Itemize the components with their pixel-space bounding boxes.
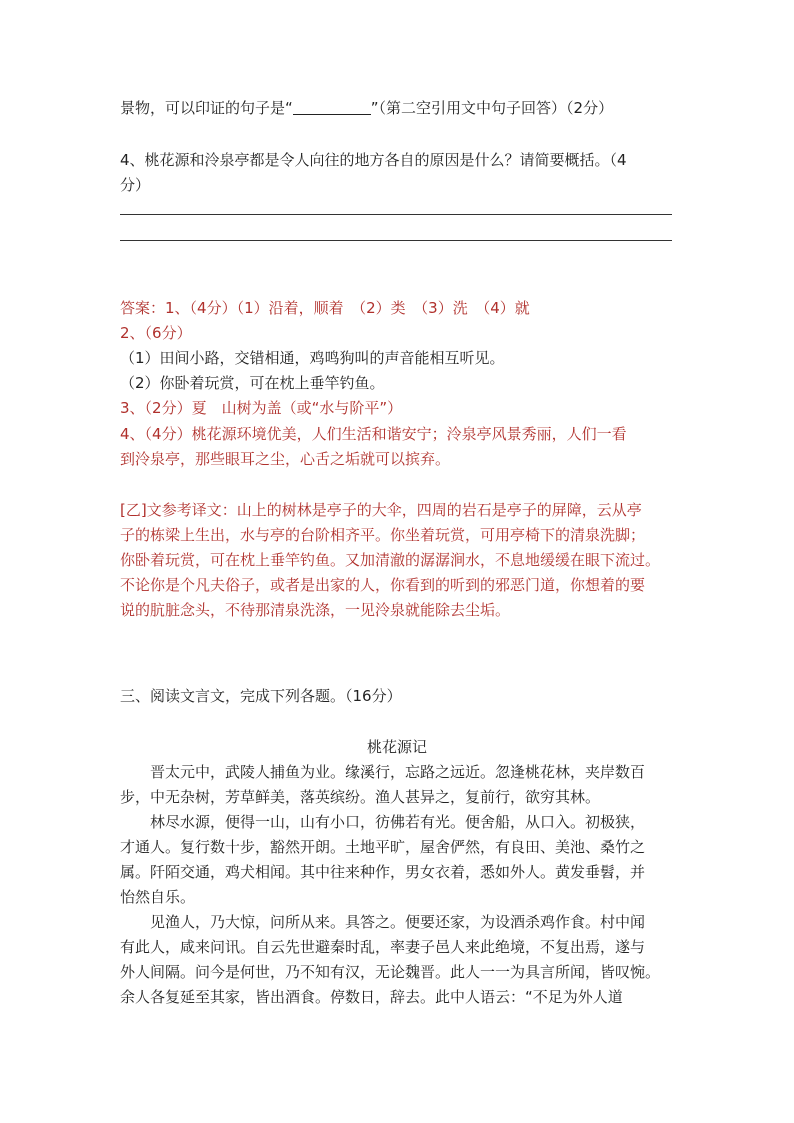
passage-line-4: 才通人。复行数十步，豁然开朗。土地平旷，屋舍俨然，有良田、美池、桑竹之 xyxy=(120,838,646,856)
translation-line-5: 说的肮脏念头，不待那清泉洗涤，一见泠泉就能除去尘垢。 xyxy=(120,601,511,619)
answer-blank[interactable] xyxy=(293,100,371,115)
passage-line-6: 怡然自乐。 xyxy=(120,888,196,906)
passage-line-5: 属。阡陌交通，鸡犬相闻。其中往来种作，男女衣着，悉如外人。黄发垂髫，并 xyxy=(120,863,646,881)
answer-4-line-2: 到泠泉亭，那些眼耳之尘，心舌之垢就可以摈弃。 xyxy=(120,450,451,468)
passage-line-7: 见渔人，乃大惊，问所从来。具答之。便要还家，为设酒杀鸡作食。村中闻 xyxy=(120,913,646,931)
answer-2-part-1: （1）田间小路，交错相通，鸡鸣狗叫的声音能相互听见。 xyxy=(120,349,505,367)
section-3-heading: 三、阅读文言文，完成下列各题。（16分） xyxy=(120,687,402,705)
answer-2-heading: 2、（6分） xyxy=(120,324,192,342)
answer-4-line-1: 4、（4分）桃花源环境优美，人们生活和谐安宁；泠泉亭风景秀丽，人们一看 xyxy=(120,425,627,443)
passage-line-1: 晋太元中，武陵人捕鱼为业。缘溪行，忘路之远近。忽逢桃花林，夹岸数百 xyxy=(120,763,646,781)
passage-line-8: 有此人，咸来问讯。自云先世避秦时乱，率妻子邑人来此绝境，不复出焉，遂与 xyxy=(120,938,646,956)
question-4-line-2: 分） xyxy=(120,176,151,194)
translation-line-4: 不论你是个凡夫俗子，或者是出家的人，你看到的听到的邪恶门道，你想着的要 xyxy=(120,576,646,594)
passage-line-9: 外人间隔。问今是何世，乃不知有汉，无论魏晋。此人一一为具言所闻，皆叹惋。 xyxy=(120,963,661,981)
answer-line-1[interactable] xyxy=(120,214,672,215)
answer-2-part-2: （2）你卧着玩赏，可在枕上垂竿钓鱼。 xyxy=(120,374,385,392)
question-4-line-1: 4、桃花源和泠泉亭都是令人向往的地方各自的原因是什么？请简要概括。（4 xyxy=(120,151,627,169)
q3-text-after: ”（第二空引用文中句子回答）（2分） xyxy=(370,99,614,117)
passage-title: 桃花源记 xyxy=(366,738,427,756)
answer-3: 3、（2分）夏 山树为盖（或“水与阶平”） xyxy=(120,399,403,417)
translation-line-1: [乙]文参考译文：山上的树林是亭子的大伞，四周的岩石是亭子的屏障，云从亭 xyxy=(120,501,642,519)
q3-text-before: 景物，可以印证的句子是“ xyxy=(120,99,293,117)
passage-line-3: 林尽水源，便得一山，山有小口，彷佛若有光。便舍船，从口入。初极狭， xyxy=(120,813,646,831)
passage-line-10: 余人各复延至其家，皆出酒食。停数日，辞去。此中人语云：“不足为外人道 xyxy=(120,988,623,1006)
translation-line-3: 你卧着玩赏，可在枕上垂竿钓鱼。又加清澈的潺潺涧水，不息地缓缓在眼下流过。 xyxy=(120,551,661,569)
translation-line-2: 子的栋梁上生出，水与亭的台阶相齐平。你坐着玩赏，可用亭椅下的清泉洗脚； xyxy=(120,526,646,544)
question-3-tail xyxy=(120,98,613,118)
answer-line-2[interactable] xyxy=(120,240,672,241)
passage-line-2: 步，中无杂树，芳草鲜美，落英缤纷。渔人甚异之，复前行，欲穷其林。 xyxy=(120,788,601,806)
answer-1: 答案：1、（4分）（1）沿着，顺着 （2）类 （3）洗 （4）就 xyxy=(120,299,530,317)
